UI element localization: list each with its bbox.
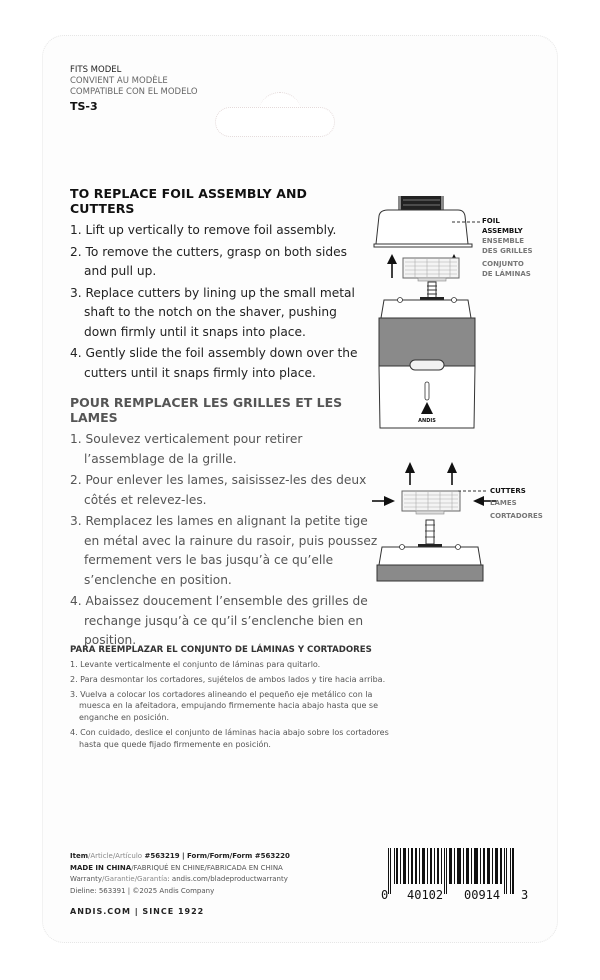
hang-tab-hole — [215, 107, 335, 137]
english-step: 1. Lift up vertically to remove foil assembly. — [70, 223, 337, 237]
foil-mesh-icon — [400, 196, 442, 210]
arrow-up-icon — [447, 462, 457, 473]
foil-assembly-diagram — [370, 190, 560, 430]
cutters-diagram — [368, 455, 560, 585]
power-switch-icon — [410, 360, 444, 370]
spanish-step: 3. Vuelva a colocar los cortadores alineando el pequeño eje metálico con la muesca en la afeitadora, empujando firmemente hacia abajo hasta que se enganche en posición. — [70, 689, 379, 723]
made-in-line: MADE IN CHINA/FABRIQUÉ EN CHINE/FABRICADA EN CHINA — [70, 863, 283, 872]
foil-assembly-label-fr: ENSEMBLE DES GRILLES — [482, 237, 533, 255]
english-heading: TO REPLACE FOIL ASSEMBLY AND CUTTERS — [70, 186, 308, 216]
arrow-right-icon — [384, 496, 395, 506]
fits-model-block — [70, 65, 198, 112]
foil-assembly-label-en: FOIL ASSEMBLY — [482, 217, 523, 235]
spanish-step: 1. Levante verticalmente el conjunto de láminas para quitarlo. — [70, 660, 321, 669]
shaver-exploded-illustration — [370, 190, 560, 430]
english-step: 2. To remove the cutters, grasp on both sides and pull up. — [70, 244, 347, 278]
english-steps — [70, 221, 370, 383]
cutters-label-es: CORTADORES — [490, 512, 543, 520]
brand-footer: ANDIS.COM | SINCE 1922 — [70, 907, 205, 916]
cutter-block-icon — [403, 258, 459, 278]
barcode-group-1: 40102 — [407, 888, 444, 902]
spanish-step: 4. Con cuidado, deslice el conjunto de láminas hacia abajo sobre los cortadores hasta que quede fijado firmemente en posición. — [70, 727, 389, 749]
instructions-english — [70, 186, 370, 385]
french-step: 2. Pour enlever les lames, saisissez-les des deux côtés et relevez-les. — [70, 473, 367, 507]
english-step: 4. Gently slide the foil assembly down over the cutters until it snaps firmly into place. — [70, 346, 358, 380]
item-form-line: Item/Article/Artículo #563219 | Form/Form/Form #563220 — [70, 852, 290, 860]
indicator-light-icon — [425, 382, 429, 400]
upc-barcode — [382, 848, 532, 908]
dieline-line: Dieline: 563391 | ©2025 Andis Company — [70, 886, 215, 895]
french-steps — [70, 430, 380, 651]
french-step: 3. Remplacez les lames en alignant la petite tige en métal avec la rainure du rasoir, puis poussez fermement vers le bas jusqu’à ce qu’elle s’enclenche en position. — [70, 514, 378, 587]
fits-model-label-fr: CONVIENT AU MODÈLE — [70, 76, 168, 86]
french-step: 4. Abaissez doucement l’ensemble des grilles de rechange jusqu’à ce qu’il s’enclenche bien en position. — [70, 594, 368, 647]
shaver-grip-band — [377, 565, 483, 581]
instructions-spanish — [70, 645, 390, 754]
english-step: 3. Replace cutters by lining up the small metal shaft to the notch on the shaver, pushing down firmly until it snaps into place. — [70, 285, 355, 339]
cutter-block-icon — [402, 491, 460, 511]
spanish-heading: PARA REEMPLAZAR EL CONJUNTO DE LÁMINAS Y CORTADORES — [70, 645, 372, 655]
spanish-step: 2. Para desmontar los cortadores, sujételos de ambos lados y tire hacia arriba. — [70, 674, 386, 684]
foil-assembly-label-es: CONJUNTO DE LÁMINAS — [482, 260, 531, 278]
warranty-line: Warranty/Garantie/Garantía: andis.com/bladeproductwarranty — [70, 875, 288, 883]
cutters-label-fr: LAMES — [490, 499, 517, 507]
fits-model-label-es: COMPATIBLE CON EL MODELO — [70, 87, 198, 97]
french-step: 1. Soulevez verticalement pour retirer l’assemblage de la grille. — [70, 432, 303, 466]
barcode-digit-last: 3 — [521, 888, 529, 902]
legal-info — [70, 851, 360, 897]
barcode-digit-first: 0 — [381, 888, 389, 902]
spanish-steps — [70, 659, 390, 751]
instructions-french — [70, 395, 380, 653]
fits-model-label-en: FITS MODEL — [70, 65, 122, 75]
arrow-left-icon — [473, 496, 484, 506]
arrow-up-icon — [387, 254, 397, 264]
french-heading: POUR REMPLACER LES GRILLES ET LES LAMES — [70, 395, 343, 425]
barcode-group-2: 00914 — [464, 888, 501, 902]
shaver-logo-text: ANDIS — [418, 418, 436, 424]
cutters-label-en: CUTTERS — [490, 487, 526, 495]
model-number: TS-3 — [70, 100, 98, 113]
arrow-up-icon — [405, 462, 415, 473]
shaver-grip-band — [379, 318, 475, 366]
